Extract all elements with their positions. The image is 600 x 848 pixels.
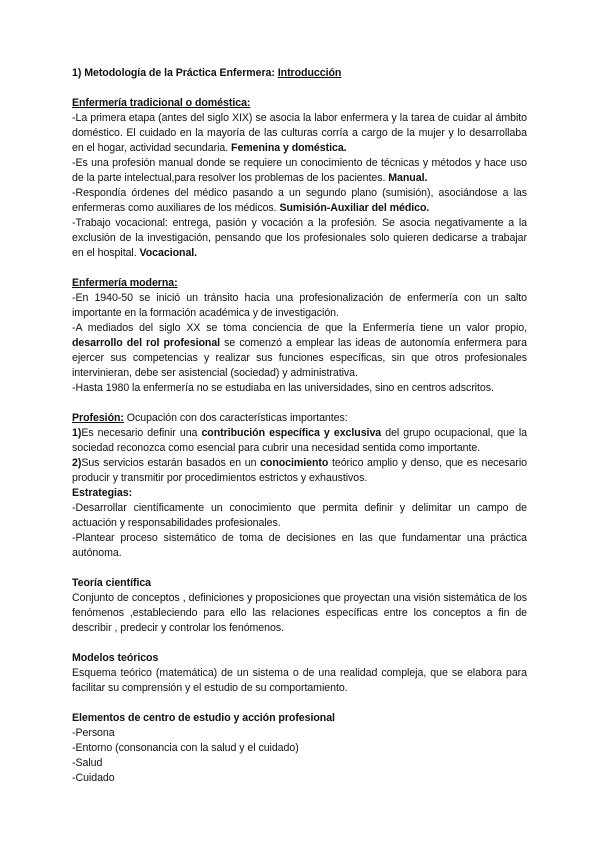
section-heading-moderna: Enfermería moderna: [72, 277, 178, 289]
tradicional-p1-text: -La primera etapa (antes del siglo XIX) se asocia la labor enfermera y la tarea de cuidar al ámbito doméstico. El cuidado en la mayoría de las culturas corría a cargo de la mujer y lo desarrollaba en el hogar, actividad secundaria. [72, 112, 527, 154]
tradicional-p1-bold: Femenina y doméstica. [231, 142, 347, 154]
moderna-paragraph-3: -Hasta 1980 la enfermería no se estudiaba en las universidades, sino en centros adscritos. [72, 382, 494, 394]
characteristic-1-number: 1) [72, 427, 82, 439]
tradicional-paragraph-2 [72, 156, 527, 186]
section-heading-modelos: Modelos teóricos [72, 652, 159, 664]
characteristic-2-a: Sus servicios estarán basados en un [81, 457, 261, 469]
tradicional-paragraph-3 [72, 186, 527, 216]
tradicional-paragraph-4 [72, 216, 527, 261]
title-prefix: 1) Metodología de la Práctica Enfermera: [72, 67, 278, 79]
tradicional-p3-text: -Respondía órdenes del médico pasando a un segundo plano (sumisión), asociándose a las enfermeras como auxiliares de los médicos. [72, 187, 527, 214]
tradicional-p2-text: -Es una profesión manual donde se requiere un conocimiento de técnicas y métodos y hace uso de la parte intelectual,para resolver los problemas de los pacientes. [72, 157, 527, 184]
section-heading-teoria: Teoría científica [72, 577, 152, 589]
estrategia-2: -Plantear proceso sistemático de toma de decisiones en las que fundamentar una práctica autónoma. [72, 532, 527, 559]
tradicional-p3-bold: Sumisión-Auxiliar del médico. [279, 202, 430, 214]
estrategia-1: -Desarrollar científicamente un conocimiento que permita definir y delimitar un campo de actuación y responsabilidades profesionales. [72, 502, 527, 529]
moderna-p2-bold: desarrollo del rol profesional [72, 337, 221, 349]
tradicional-p2-bold: Manual. [388, 172, 428, 184]
teoria-paragraph: Conjunto de conceptos , definiciones y proposiciones que proyectan una visión sistemática de los fenómenos ,estableciendo para ello las relaciones específicas entre los conceptos a fin de describir , predecir y controlar los fenómenos. [72, 592, 527, 634]
spacer [72, 261, 527, 276]
characteristic-2-number: 2) [72, 457, 82, 469]
modelos-paragraph: Esquema teórico (matemática) de un sistema o de una realidad compleja, que se elabora para facilitar su comprensión y el estudio de su comportamiento. [72, 667, 527, 694]
estrategias-heading: Estrategias: [72, 487, 133, 499]
profesion-intro [72, 411, 527, 426]
list-item: -Salud [72, 757, 103, 769]
profesion-characteristic-2 [72, 456, 527, 486]
tradicional-p4-text: -Trabajo vocacional: entrega, pasión y vocación a la profesión. Se asocia negativamente a la exclusión de la investigación, pensando que los profesionales solo quieren dedicarse a trabajar en el hospital. [72, 217, 527, 259]
tradicional-p4-bold: Vocacional. [139, 247, 198, 259]
profesion-intro-text: Ocupación con dos características importantes: [123, 412, 348, 424]
characteristic-1-a: Es necesario definir una [81, 427, 202, 439]
moderna-p2-a: -A mediados del siglo XX se toma conciencia de que la Enfermería tiene un valor propio, [72, 322, 527, 334]
spacer [72, 561, 527, 576]
characteristic-2-b: teórico amplio y denso, que es necesario producir y transmitir por procedimientos estrictos y exhaustivos. [72, 457, 527, 484]
list-item: -Entorno (consonancia con la salud y el cuidado) [72, 742, 299, 754]
moderna-paragraph-1: -En 1940-50 se inició un tránsito hacia una profesionalización de enfermería con un salto importante en la formación académica y de investigación. [72, 292, 527, 319]
section-heading-elementos: Elementos de centro de estudio y acción profesional [72, 712, 335, 724]
page-title [72, 66, 527, 81]
list-item: -Cuidado [72, 772, 115, 784]
list-item: -Persona [72, 727, 115, 739]
moderna-paragraph-2 [72, 321, 527, 381]
spacer [72, 636, 527, 651]
characteristic-1-bold: contribución específica y exclusiva [201, 427, 382, 439]
characteristic-2-bold: conocimiento [260, 457, 329, 469]
spacer [72, 696, 527, 711]
document-content [72, 66, 527, 786]
spacer [72, 396, 527, 411]
section-heading-profesion: Profesión: [72, 412, 124, 424]
tradicional-paragraph-1 [72, 111, 527, 156]
section-heading-tradicional: Enfermería tradicional o doméstica: [72, 97, 251, 109]
title-underlined: Introducción [277, 67, 342, 79]
moderna-p2-b: se comenzó a emplear las ideas de autonomía enfermera para ejercer sus competencias y realizar sus funciones específicas, sin que otros profesionales intervinieran, debe ser asistencial (sociedad) y administrativa. [72, 337, 527, 379]
characteristic-1-b: del grupo ocupacional, que la sociedad reconozca como esencial para cubrir una necesidad sentida como importante. [72, 427, 527, 454]
profesion-characteristic-1 [72, 426, 527, 456]
